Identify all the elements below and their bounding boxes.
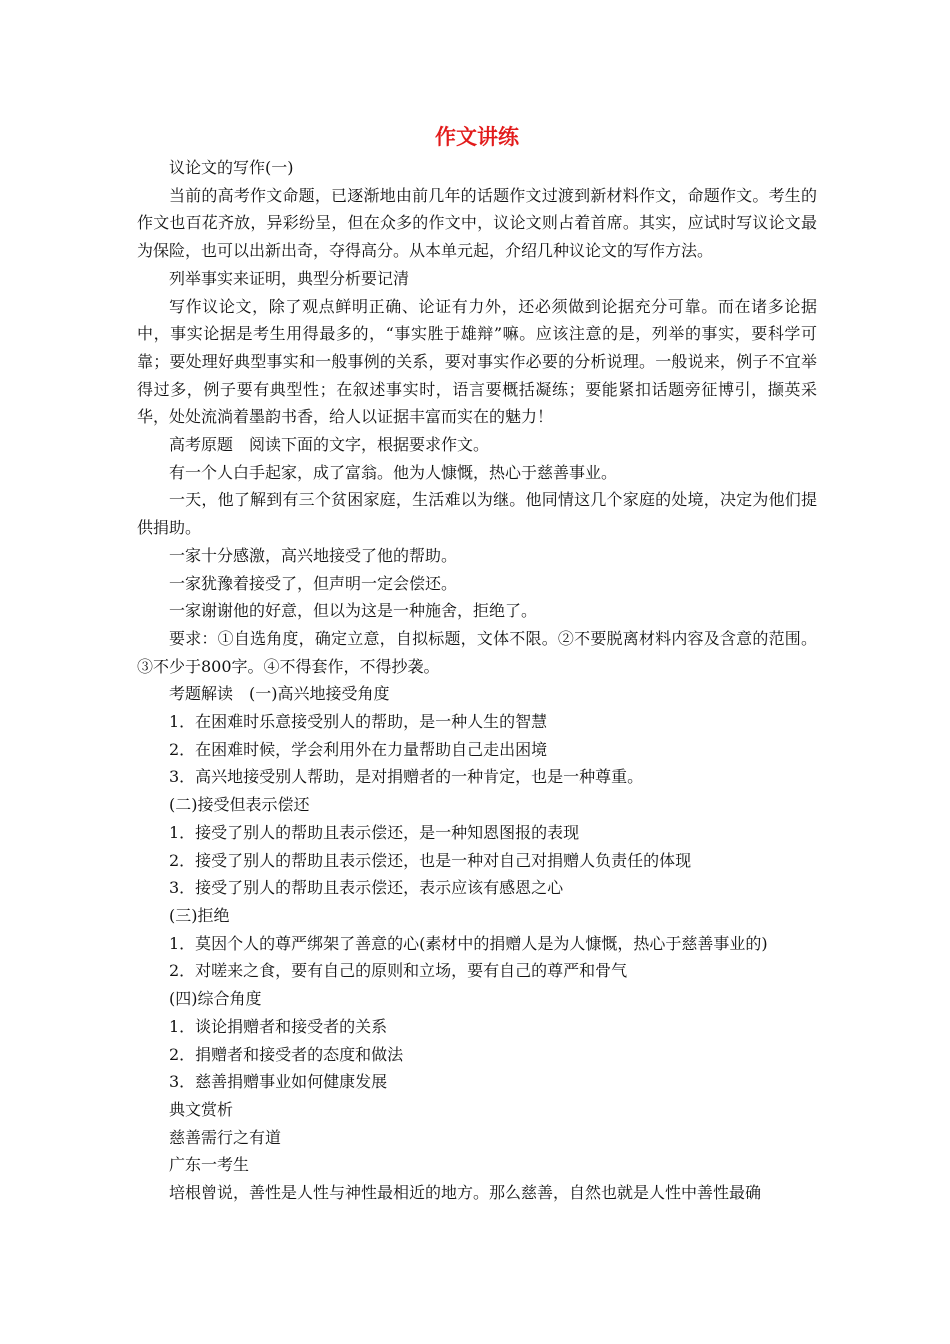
paragraph: 2．接受了别人的帮助且表示偿还，也是一种对自己对捐赠人负责任的体现 [169,850,692,870]
paragraph: 1．接受了别人的帮助且表示偿还，是一种知恩图报的表现 [169,822,580,842]
paragraph: (四)综合角度 [169,989,262,1009]
paragraph: 一家犹豫着接受了，但声明一定会偿还。 [169,573,458,593]
paragraph: 慈善需行之有道 [169,1127,282,1147]
paragraph: 培根曾说，善性是人性与神性最相近的地方。那么慈善，自然也就是人性中善性最确 [169,1183,762,1203]
paragraph: 当前的高考作文命题，已逐渐地由前几年的话题作文过渡到新材料作文，命题作文。考生的作文也百花齐放，异彩纷呈，但在众多的作文中，议论文则占着首席。其实，应试时写议论文最为保险，也可以出新出奇，夺得高分。从本单元起，介绍几种议论文的写作方法。 [137,185,817,261]
paragraph: 一家十分感激，高兴地接受了他的帮助。 [169,545,458,565]
paragraph: (三)拒绝 [169,905,230,925]
paragraph: 有一个人白手起家，成了富翁。他为人慷慨，热心于慈善事业。 [169,462,618,482]
paragraph: 列举事实来证明，典型分析要记清 [169,268,410,288]
paragraph: 考题解读 (一)高兴地接受角度 [169,684,390,704]
paragraph: 3．高兴地接受别人帮助，是对捐赠者的一种肯定，也是一种尊重。 [169,767,644,787]
document-body [137,154,817,1207]
paragraph: 一天，他了解到有三个贫困家庭，生活难以为继。他同情这几个家庭的处境，决定为他们提供捐助。 [137,490,817,538]
document-title: 作文讲练 [435,125,519,149]
paragraph: 一家谢谢他的好意，但以为这是一种施舍，拒绝了。 [169,601,538,621]
paragraph: 写作议论文，除了观点鲜明正确、论证有力外，还必须做到论据充分可靠。而在诸多论据中，事实论据是考生用得最多的，“事实胜于雄辩”嘛。应该注意的是，列举的事实，要科学可靠；要处理好典型事实和一般事例的关系，要对事实作必要的分析说理。一般说来，例子不宜举得过多，例子要有典型性；在叙述事实时，语言要概括凝练；要能紧扣话题旁征博引，撷英采华，处处流淌着墨韵书香，给人以证据丰富而实在的魅力！ [137,296,817,427]
paragraph: 2．捐赠者和接受者的态度和做法 [169,1044,404,1064]
document-page [137,120,817,1207]
paragraph: 2．在困难时候，学会利用外在力量帮助自己走出困境 [169,739,548,759]
paragraph: 议论文的写作(一) [169,158,294,177]
paragraph: 典文赏析 [169,1099,234,1119]
paragraph: 1．莫因个人的尊严绑架了善意的心(素材中的捐赠人是为人慷慨，热心于慈善事业的) [169,933,768,953]
paragraph: 要求：①自选角度，确定立意，自拟标题，文体不限。②不要脱离材料内容及含意的范围。③不少于800字。④不得套作，不得抄袭。 [137,628,817,676]
paragraph: 3．慈善捐赠事业如何健康发展 [169,1072,388,1092]
paragraph: 2．对嗟来之食，要有自己的原则和立场，要有自己的尊严和骨气 [169,961,628,981]
paragraph: (二)接受但表示偿还 [169,795,310,815]
paragraph: 1．谈论捐赠者和接受者的关系 [169,1016,388,1036]
paragraph: 高考原题 阅读下面的文字，根据要求作文。 [169,435,490,455]
paragraph: 广东一考生 [169,1155,250,1175]
paragraph: 1．在困难时乐意接受别人的帮助，是一种人生的智慧 [169,712,548,732]
paragraph: 3．接受了别人的帮助且表示偿还，表示应该有感恩之心 [169,878,564,898]
